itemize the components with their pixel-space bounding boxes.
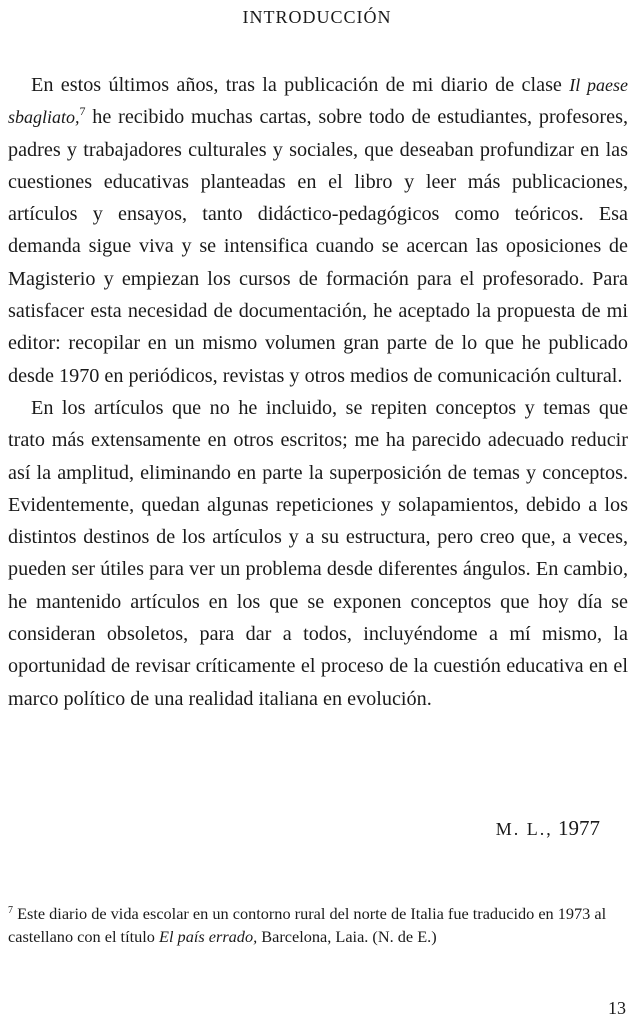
paragraph-1-intro: En estos últimos años, tras la publicación de mi diario de clase — [31, 74, 570, 96]
page-number: 13 — [608, 998, 626, 1018]
footnote — [8, 903, 630, 948]
footnote-book-title: El país errado, — [159, 926, 258, 946]
paragraph-1-rest: he recibido muchas cartas, sobre todo de estudiantes, profesores, padres y trabajadores culturales y sociales, que deseaban profundizar en las cuestiones educativas planteadas en el libro y leer más publicaciones, artículos y ensayos, tanto didáctico-pedagógicos como teóricos. Esa demanda sigue viva y se intensifica cuando se acercan las oposiciones de Magisterio y empiezan los cursos de formación para el profesorado. Para satisfacer esta necesidad de documentación, he aceptado la propuesta de mi editor: recopilar en un mismo volumen gran parte de lo que he publicado desde 1970 en periódicos, revistas y otros medios de comunicación cultural. — [8, 106, 628, 387]
footnote-reference: 7 — [79, 104, 86, 119]
paragraph-1 — [8, 69, 628, 392]
paragraph-2: En los artículos que no he incluido, se repiten conceptos y temas que trato más extensamente en otros escritos; me ha parecido adecuado reducir así la amplitud, eliminando en parte la superposición de temas y conceptos. Evidentemente, quedan algunas repeticiones y solapamientos, debido a los distintos destinos de los artículos y a su estructura, pero creo que, a veces, pueden ser útiles para ver un problema desde diferentes ángulos. En cambio, he mantenido artículos en los que se exponen conceptos que hoy día se consideran obsoletos, para dar a todos, incluyéndome a mí mismo, la oportunidad de revisar críticamente el proceso de la cuestión educativa en el marco político de una realidad italiana en evolución. — [8, 396, 628, 710]
chapter-heading: introducción — [242, 2, 392, 29]
book-title-italic: Il paese sbagliato, — [8, 75, 629, 128]
author-initials: M. L., — [495, 819, 553, 839]
signature-year: 1977 — [558, 816, 600, 840]
footnote-text-start: Este diario de vida escolar en un contorno rural del norte de Italia fue traducido en 1973 al castellano con el título — [8, 904, 607, 946]
author-signature — [496, 816, 600, 841]
footnote-marker: 7 — [8, 905, 13, 916]
footnote-text-end: Barcelona, Laia. (N. de E.) — [257, 926, 437, 946]
body-text — [8, 69, 628, 715]
